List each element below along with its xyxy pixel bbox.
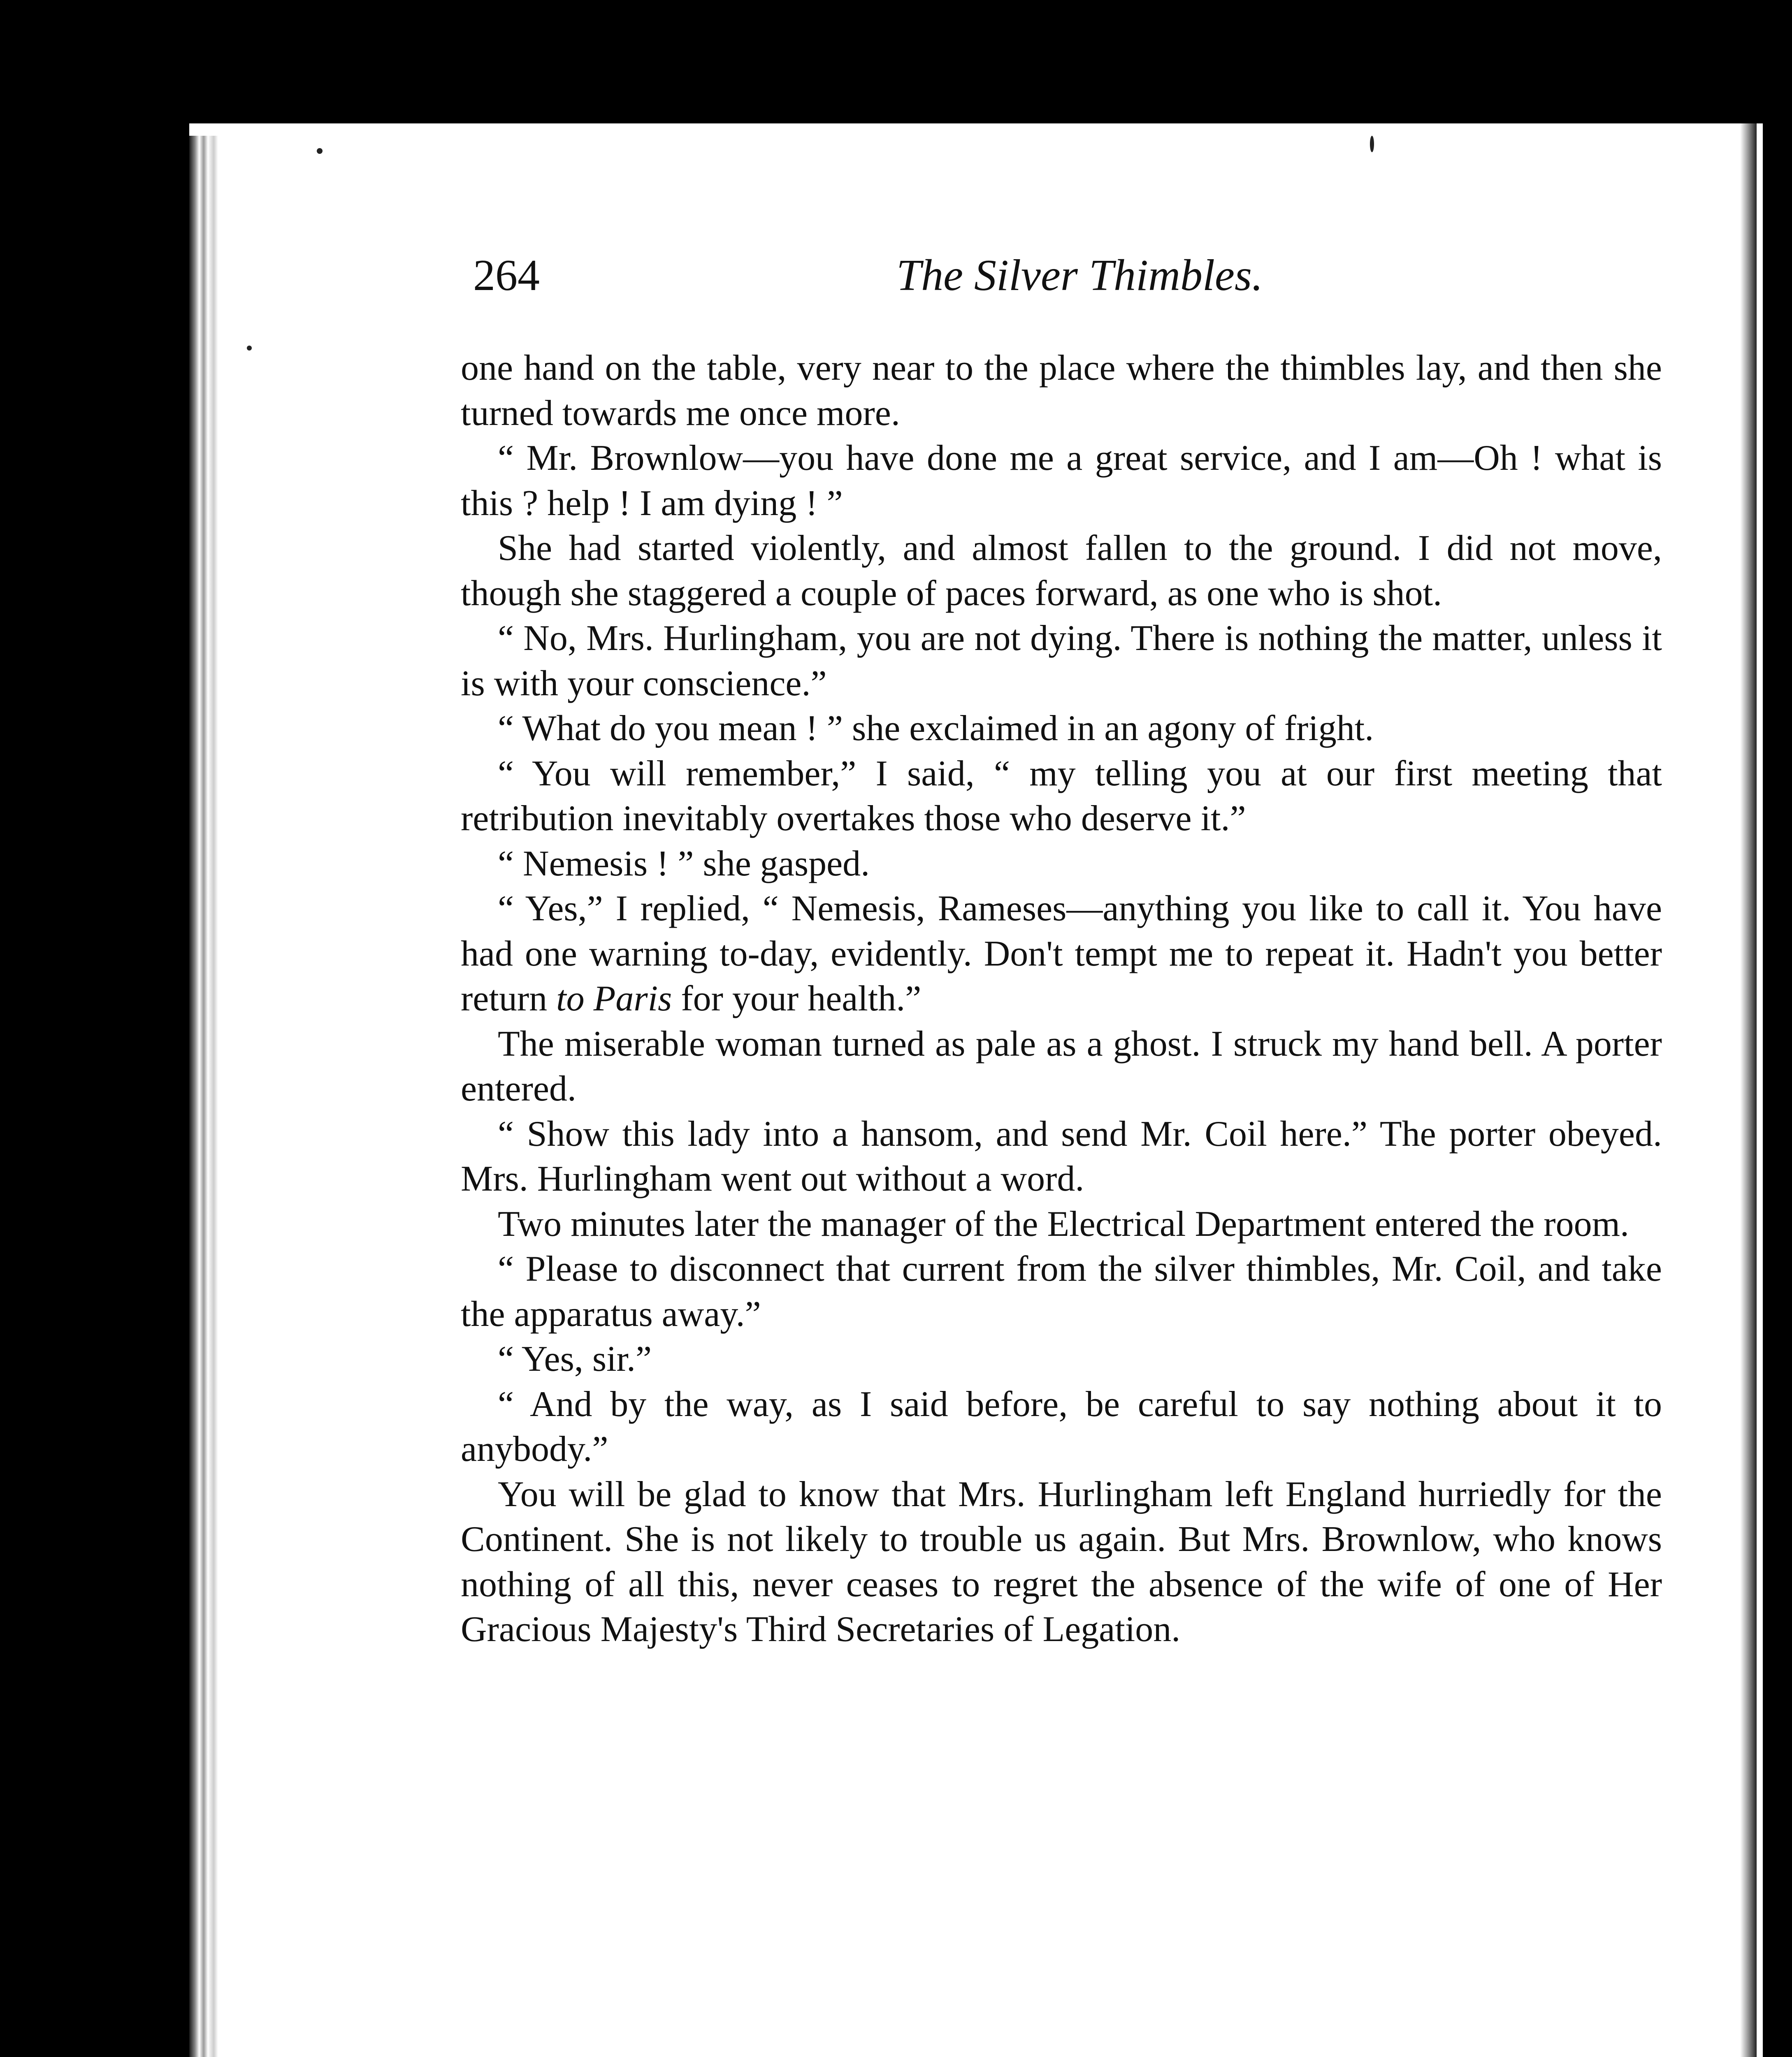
paragraph: “ No, Mrs. Hurlingham, you are not dying. There is nothing the matter, unless it is with your conscience.” (461, 618, 1662, 703)
paragraph: She had started violently, and almost fallen to the ground. I did not move, though she staggered a couple of paces forward, as one who is shot. (461, 528, 1662, 613)
paragraph: “ Yes, sir.” (498, 1339, 652, 1379)
binding-edge (189, 136, 218, 2057)
right-page-edge (1740, 123, 1757, 2057)
paragraph: one hand on the table, very near to the place where the thimbles lay, and then she turned towards me once more. (461, 348, 1662, 433)
paragraph: “ Nemesis ! ” she gasped. (498, 843, 870, 884)
italic-phrase: to Paris (556, 979, 672, 1019)
paragraph: The miserable woman turned as pale as a ghost. I struck my hand bell. A porter entered. (461, 1024, 1662, 1109)
scan-speck (317, 148, 323, 154)
scan-speck (247, 346, 252, 351)
paragraph: “ What do you mean ! ” she exclaimed in an agony of fright. (498, 708, 1374, 748)
paragraph: “ Yes,” I replied, “ Nemesis, Rameses—anything you like to call it. You have had one warning to-day, evidently. Don't tempt me to repeat it. Hadn't you better return to Paris for your health.” (461, 889, 1662, 1019)
paragraph: “ Mr. Brownlow—you have done me a great service, and I am—Oh ! what is this ? help ! I am dying ! ” (461, 438, 1662, 523)
paragraph: “ Please to disconnect that current from the silver thimbles, Mr. Coil, and take the apparatus away.” (461, 1249, 1662, 1334)
page-number: 264 (473, 251, 540, 300)
paragraph: You will be glad to know that Mrs. Hurlingham left England hurriedly for the Continent. She is not likely to trouble us again. But Mrs. Brownlow, who knows nothing of all this, never ceases to regret the absence of the wife of one of Her Gracious Majesty's Third Secretaries of Legation. (461, 1474, 1662, 1649)
paragraph: “ Show this lady into a hansom, and send Mr. Coil here.” The porter obeyed. Mrs. Hurlingham went out without a word. (461, 1114, 1662, 1199)
paragraph: “ You will remember,” I said, “ my telling you at our first meeting that retribution inevitably overtakes those who deserve it.” (461, 753, 1662, 838)
running-title: The Silver Thimbles. (896, 251, 1263, 300)
page-header (473, 247, 1263, 304)
paragraph: “ And by the way, as I said before, be careful to say nothing about it to anybody.” (461, 1384, 1662, 1469)
body-text (461, 346, 1662, 1652)
paragraph: Two minutes later the manager of the Electrical Department entered the room. (498, 1204, 1630, 1244)
scan-speck (1370, 136, 1374, 152)
